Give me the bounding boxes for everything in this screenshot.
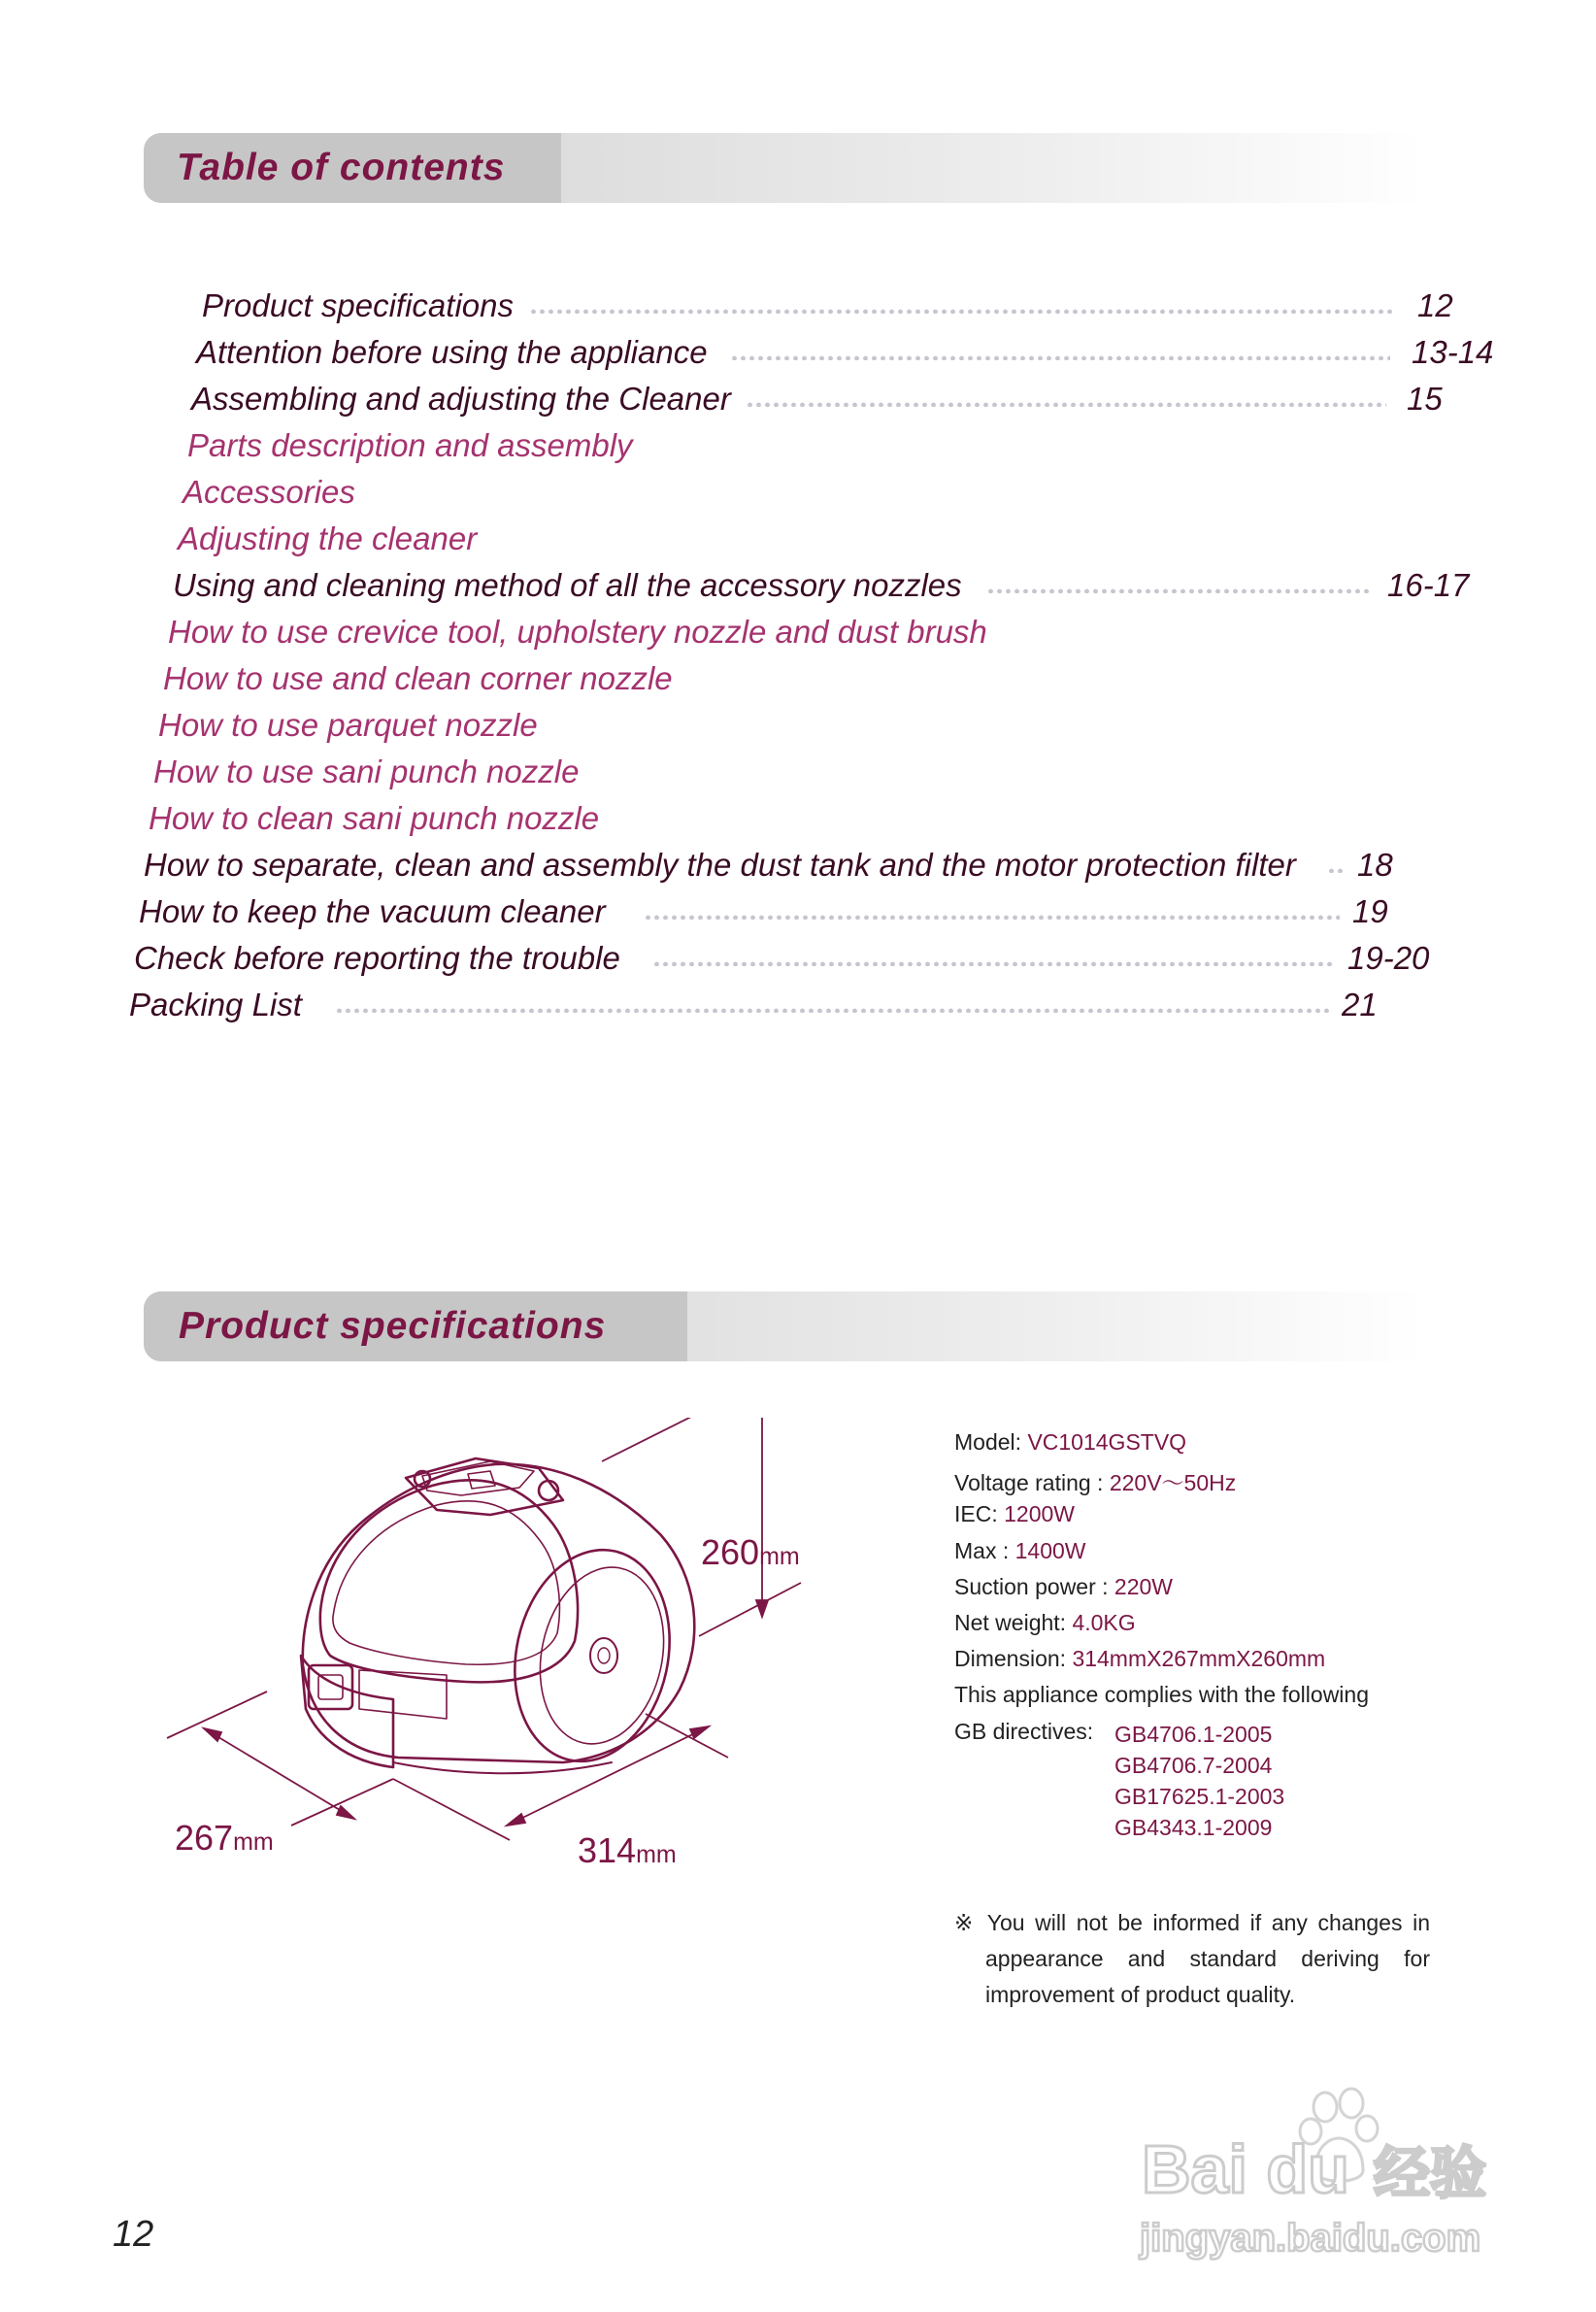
depth-unit: mm: [233, 1828, 274, 1856]
toc-entry-label: How to keep the vacuum cleaner: [139, 893, 606, 929]
spec-model-label: Model:: [954, 1429, 1022, 1455]
toc-entry-page: 16-17: [1387, 567, 1470, 603]
baidu-watermark-logo: [1136, 2078, 1524, 2262]
toc-leader-dots: [335, 1008, 1332, 1013]
specs-title: Product specifications: [179, 1305, 607, 1347]
change-notice-line: appearance and standard deriving for: [985, 1946, 1430, 1971]
spec-suction: [954, 1574, 1173, 1600]
spec-voltage-value: 220V～50Hz: [1109, 1470, 1237, 1495]
toc-entry-label: How to use sani punch nozzle: [153, 754, 580, 789]
toc-leader-dots: [644, 915, 1340, 920]
toc-entry-label: Packing List: [129, 987, 302, 1022]
toc-entry-label: Product specifications: [202, 287, 514, 323]
toc-leader-dots: [529, 309, 1396, 314]
spec-dimension-label: Dimension:: [954, 1646, 1067, 1671]
toc-entry-label: How to use crevice tool, upholstery nozzle and dust brush: [168, 614, 987, 650]
cleaner-body-outline: [303, 1464, 694, 1762]
toc-leader-dots: [652, 961, 1336, 966]
spec-suction-value: 220W: [1114, 1574, 1174, 1599]
width-dimension-label: [578, 1830, 677, 1871]
gb-directive: GB4343.1-2009: [1114, 1815, 1273, 1840]
spec-weight: [954, 1610, 1136, 1636]
toc-entry-label: Adjusting the cleaner: [178, 520, 478, 556]
toc-entry-label: How to use parquet nozzle: [158, 707, 538, 743]
watermark-cn: 经验: [1374, 2140, 1487, 2206]
height-value: 260: [701, 1532, 760, 1572]
toc-entry-label: Parts description and assembly: [187, 427, 633, 463]
spec-model: [954, 1429, 1186, 1456]
change-notice-line: ※ You will not be informed if any changes in: [954, 1910, 1430, 1935]
toc-entry-label: How to separate, clean and assembly the dust tank and the motor protection filter: [144, 847, 1296, 883]
spec-iec: [954, 1501, 1075, 1527]
change-notice-line: improvement of product quality.: [985, 1982, 1296, 2007]
spec-max-label: Max :: [954, 1538, 1010, 1563]
spec-max-value: 1400W: [1014, 1538, 1086, 1563]
toc-leader-dots: [730, 355, 1390, 360]
gb-directive: GB4706.7-2004: [1114, 1753, 1273, 1778]
toc-leader-dots: [746, 402, 1386, 407]
spec-model-value: VC1014GSTVQ: [1027, 1429, 1187, 1455]
toc-entry-page: 12: [1417, 287, 1453, 323]
spec-complies: This appliance complies with the following: [954, 1682, 1369, 1707]
page-number: 12: [113, 2214, 154, 2255]
toc-entry-label: How to use and clean corner nozzle: [163, 660, 673, 696]
height-dimension-label: [701, 1532, 800, 1573]
toc-entry-page: 13-14: [1412, 334, 1494, 370]
depth-dimension-label: [175, 1818, 274, 1859]
toc-title: Table of contents: [177, 147, 506, 188]
toc-entry-label: Assembling and adjusting the Cleaner: [191, 381, 731, 417]
spec-iec-value: 1200W: [1004, 1501, 1075, 1526]
spec-dimension-value: 314mmX267mmX260mm: [1072, 1646, 1326, 1671]
toc-entry-page: 21: [1342, 987, 1378, 1022]
gb-directive: GB4706.1-2005: [1114, 1722, 1273, 1747]
height-unit: mm: [759, 1543, 800, 1570]
spec-dimension: [954, 1646, 1325, 1672]
depth-value: 267: [175, 1818, 234, 1858]
toc-entry-page: 18: [1357, 847, 1393, 883]
spec-iec-label: IEC:: [954, 1501, 998, 1526]
toc-leader-dots: [1327, 868, 1346, 873]
vacuum-cleaner-diagram: [155, 1418, 854, 1961]
toc-entry-label: Using and cleaning method of all the accessory nozzles: [173, 567, 962, 603]
watermark-url: jingyan.baidu.com: [1140, 2217, 1481, 2260]
spec-suction-label: Suction power :: [954, 1574, 1109, 1599]
spec-voltage: [954, 1465, 1236, 1497]
spec-max: [954, 1538, 1086, 1564]
toc-entry-label: Check before reporting the trouble: [134, 940, 620, 976]
spec-weight-label: Net weight:: [954, 1610, 1067, 1635]
watermark-brand: Bai du: [1142, 2131, 1349, 2207]
spec-gb-label: GB directives:: [954, 1719, 1094, 1744]
toc-entry-label: Accessories: [183, 474, 355, 510]
toc-entry-label: How to clean sani punch nozzle: [149, 800, 600, 836]
toc-entry-label: Attention before using the appliance: [196, 334, 708, 370]
spec-voltage-label: Voltage rating :: [954, 1470, 1104, 1495]
toc-entry-page: 19-20: [1347, 940, 1430, 976]
width-value: 314: [578, 1830, 637, 1870]
toc-entry-page: 19: [1352, 893, 1388, 929]
width-unit: mm: [636, 1841, 677, 1868]
toc-leader-dots: [986, 588, 1371, 593]
toc-entry-page: 15: [1407, 381, 1443, 417]
spec-weight-value: 4.0KG: [1072, 1610, 1136, 1635]
gb-directive: GB17625.1-2003: [1114, 1784, 1285, 1809]
change-notice: [954, 1905, 1430, 2013]
